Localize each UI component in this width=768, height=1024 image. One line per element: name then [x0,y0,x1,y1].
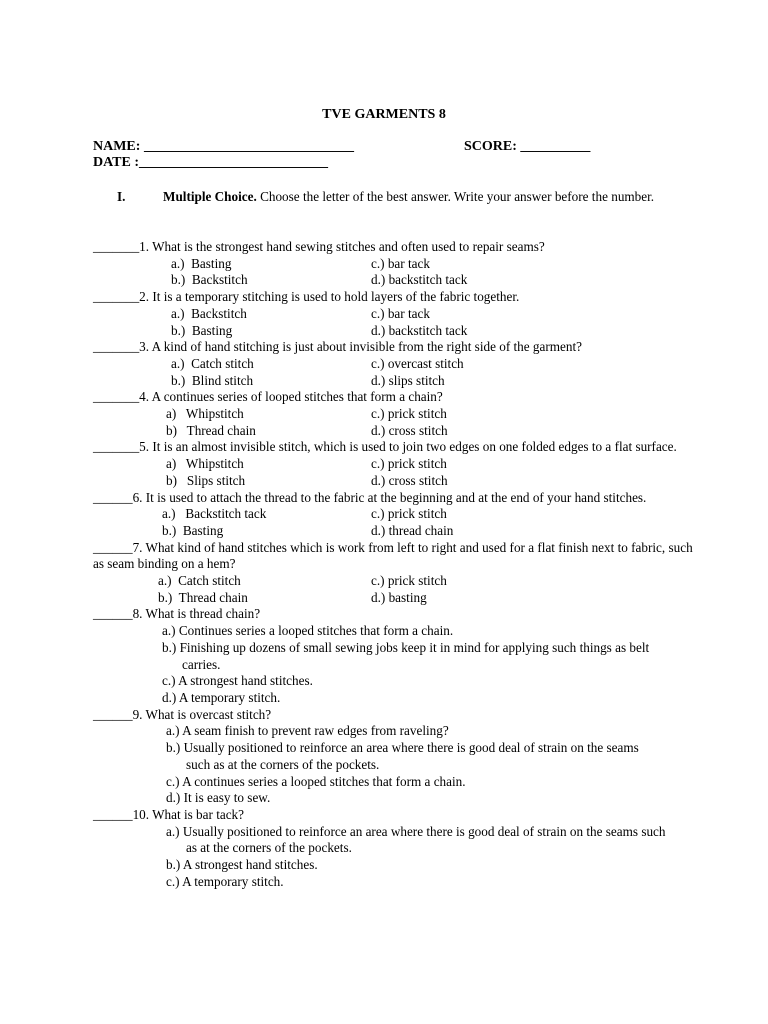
option: c.) prick stitch [371,456,447,472]
date-line: ___________________________ [139,155,329,170]
option: b.) Basting [171,322,233,338]
option: c.) bar tack [371,305,430,321]
question-2 [93,289,693,339]
date-label: DATE : [93,155,140,170]
question-list [93,239,693,890]
question-8 [93,606,693,706]
option: b) Thread chain [166,422,256,438]
question-4 [93,389,693,439]
option: d.) thread chain [371,522,454,538]
answer-blank[interactable]: _______ [93,339,140,355]
name-field [93,139,354,156]
option: d.) backstitch tack [371,322,468,338]
answer-blank[interactable]: ______ [93,606,133,622]
option: d.) cross stitch [371,472,448,488]
option: c.) A temporary stitch. [166,873,284,889]
question-7 [93,540,693,607]
option: c.) prick stitch [371,506,447,522]
option: b.) A strongest hand stitches. [166,857,318,873]
answer-blank[interactable]: ______ [93,706,133,722]
name-label: NAME: [93,139,141,154]
option: a.) Basting [171,255,232,271]
option: b.) Backstitch [171,272,248,288]
score-line: __________ [520,139,591,154]
option: d.) A temporary stitch. [162,689,281,705]
name-line: ______________________________ [143,139,354,154]
option: a.) Continues series a looped stitches that form a chain. [162,623,454,639]
option: a.) Usually positioned to reinforce an area where there is good deal of strain on the seams such as at the corners of the pockets. [166,823,666,856]
question-text: 7. What kind of hand stitches which is work from left to right and used for a flat finish next to fabric, such as seam binding on a hem? [93,539,693,572]
answer-blank[interactable]: _______ [93,389,140,405]
option: a.) A seam finish to prevent raw edges from raveling? [166,723,449,739]
section-heading: Multiple Choice. [163,189,257,204]
option: a.) Catch stitch [171,355,254,371]
option: c.) bar tack [371,255,430,271]
question-10 [93,807,693,891]
question-text: 2. It is a temporary stitching is used to hold layers of the fabric together. [139,289,520,305]
option: d.) backstitch tack [371,272,468,288]
question-1 [93,239,693,289]
score-field [464,139,590,156]
answer-blank[interactable]: _______ [93,289,140,305]
question-text: 5. It is an almost invisible stitch, which is used to join two edges on one folded edges to a flat surface. [139,439,677,455]
option: b.) Finishing up dozens of small sewing jobs keep it in mind for applying such things as belt carries. [162,639,650,672]
option: a) Whipstitch [166,456,244,472]
question-3 [93,339,693,389]
answer-blank[interactable]: _______ [93,439,140,455]
question-text: 4. A continues series of looped stitches that form a chain? [139,389,443,405]
question-text: 1. What is the strongest hand sewing stitches and often used to repair seams? [139,239,545,254]
question-9 [93,707,693,807]
answer-blank[interactable]: ______ [93,489,133,505]
option: b) Slips stitch [166,472,246,488]
option: c.) prick stitch [371,573,447,589]
page-title: TVE GARMENTS 8 [322,107,446,122]
option: d.) cross stitch [371,422,448,438]
option: b.) Blind stitch [171,372,254,388]
date-field [93,155,328,172]
question-text: 6. It is used to attach the thread to the fabric at the beginning and at the end of your hand stitches. [132,489,647,505]
score-label: SCORE: [464,139,517,154]
answer-blank[interactable]: ______ [93,539,133,555]
option: c.) A strongest hand stitches. [162,673,313,689]
option: c.) A continues series a looped stitches that form a chain. [166,773,466,789]
question-text: 10. What is bar tack? [132,806,245,822]
question-5 [93,439,693,489]
answer-blank[interactable]: ______ [93,806,133,822]
option: d.) It is easy to sew. [166,790,271,806]
section-number: I. [117,189,126,204]
answer-blank[interactable]: _______ [93,239,140,254]
question-6 [93,490,693,540]
option: a) Whipstitch [166,406,244,422]
option: c.) overcast stitch [371,355,464,371]
option: d.) basting [371,589,427,605]
option: d.) slips stitch [371,372,445,388]
question-text: 3. A kind of hand stitching is just about invisible from the right side of the garment? [139,339,582,355]
option: a.) Backstitch tack [162,506,267,522]
question-text: 9. What is overcast stitch? [132,706,272,722]
question-text: 8. What is thread chain? [132,606,261,622]
option: b.) Thread chain [158,589,248,605]
section-instructions [117,187,677,207]
section-instruction: Choose the letter of the best answer. Write your answer before the number. [256,189,655,204]
option: b.) Usually positioned to reinforce an area where there is good deal of strain on the seams such as at the corners of the pockets. [166,740,639,772]
option: a.) Backstitch [171,305,247,321]
option: b.) Basting [162,522,224,538]
option: a.) Catch stitch [158,573,241,589]
option: c.) prick stitch [371,406,447,422]
